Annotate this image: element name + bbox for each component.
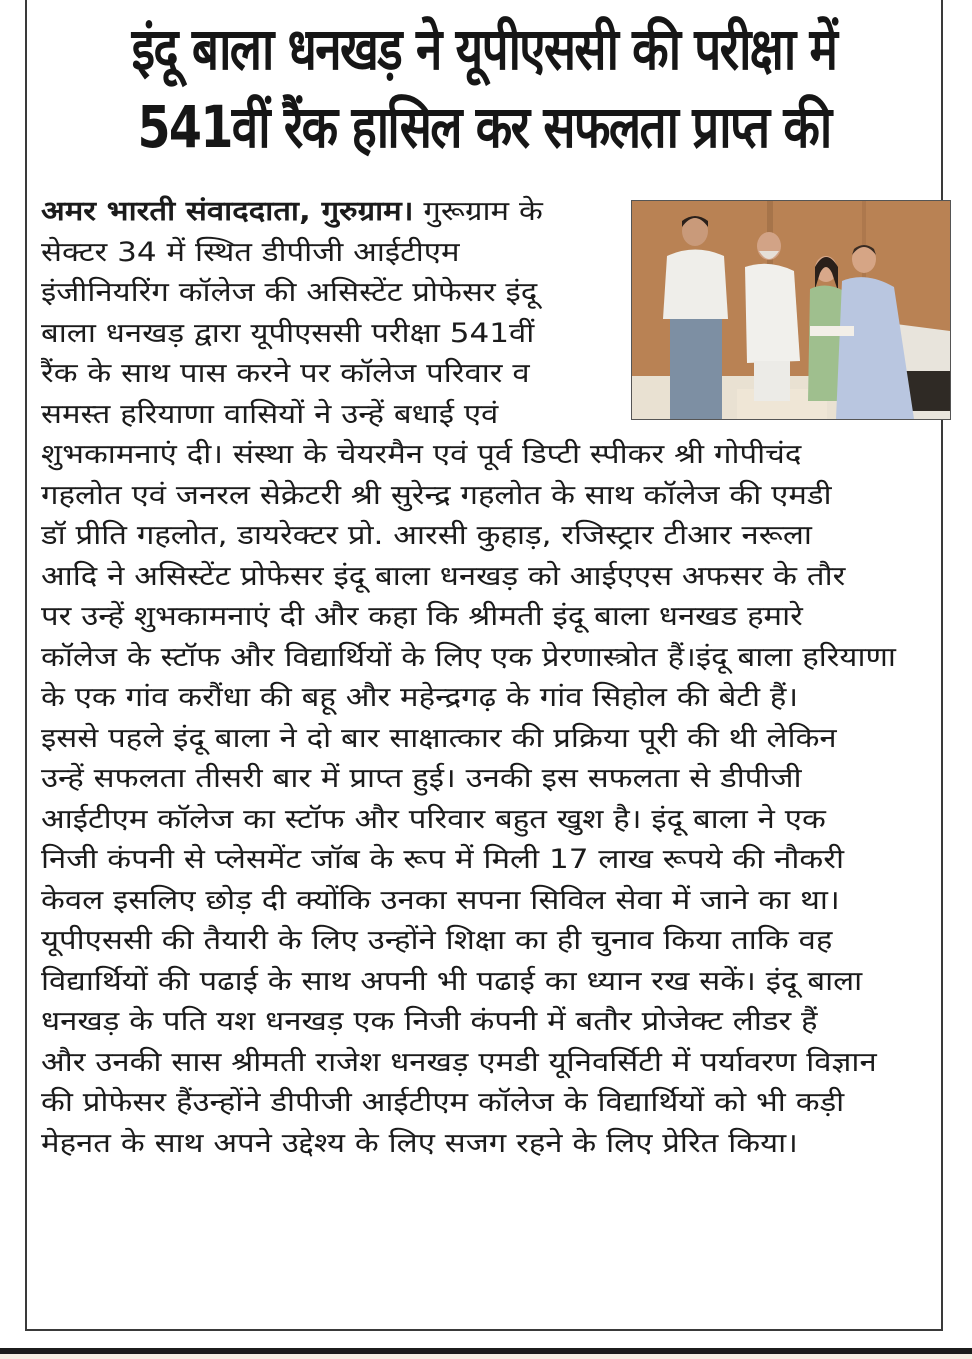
person-2-kurta: [745, 264, 800, 363]
person-1-shirt: [663, 250, 728, 320]
body-line: उन्हें सफलता तीसरी बार में प्राप्त हुई। उनकी इस सफलता से डीपीजी: [41, 763, 802, 794]
body-line: निजी कंपनी से प्लेसमेंट जॉब के रूप में मिली 17 लाख रूपये की नौकरी: [41, 844, 845, 875]
intro-line: समस्त हरियाणा वासियों ने उन्हें बधाई एवं: [41, 398, 499, 430]
body-line: के एक गांव करौंधा की बहू और महेन्द्रगढ़ के गांव सिहोल की बेटी हैं।: [41, 682, 799, 713]
article-body: [41, 192, 929, 1164]
intro-text: गुरूग्राम के: [413, 196, 543, 227]
body-line: आदि ने असिस्टेंट प्रोफेसर इंदू बाला धनखड़ को आईएएस अफसर के तौर: [41, 560, 846, 592]
intro-line: इंजीनियरिंग कॉलेज की असिस्टेंट प्रोफेसर इंदू: [41, 277, 538, 308]
dateline: अमर भारती संवाददाता, गुरुग्राम।: [41, 196, 414, 227]
body-line: गहलोत एवं जनरल सेक्रेटरी श्री सुरेन्द्र गहलोत के साथ कॉलेज की एमडी: [41, 479, 832, 511]
person-1-jeans: [670, 319, 722, 419]
body-line: इससे पहले इंदू बाला ने दो बार साक्षात्कार की प्रक्रिया पूरी की थी लेकिन: [41, 722, 837, 754]
body-line: विद्यार्थियों की पढाई के साथ अपनी भी पढाई का ध्यान रख सकें। इंदू बाला: [41, 965, 863, 997]
intro-line: रैंक के साथ पास करने पर कॉलेज परिवार व: [41, 358, 530, 389]
body-line: धनखड़ के पति यश धनखड़ एक निजी कंपनी में बतौर प्रोजेक्ट लीडर हैं: [41, 1006, 818, 1037]
body-line: मेहनत के साथ अपने उद्देश्य के लिए सजग रहने के लिए प्रेरित किया।: [41, 1127, 798, 1159]
headline-line-1: इंदू बाला धनखड़ ने यूपीएससी की परीक्षा में: [131, 15, 837, 83]
person-2-pyjama: [754, 361, 790, 401]
intro-line: बाला धनखड़ द्वारा यूपीएससी परीक्षा 541वीं: [41, 317, 535, 349]
headline: [109, 10, 858, 166]
news-clipping-frame: [25, 0, 943, 1331]
body-line: आईटीएम कॉलेज का स्टॉफ और परिवार बहुत खुश है। इंदू बाला ने एक: [41, 803, 826, 835]
intro-line: सेक्टर 34 में स्थित डीपीजी आईटीएम: [41, 236, 460, 268]
body-line: और उनकी सास श्रीमती राजेश धनखड़ एमडी यूनिवर्सिटी में पर्यावरण विज्ञान: [41, 1046, 877, 1078]
intro-line: [41, 192, 613, 233]
body-line: डॉ प्रीति गहलोत, डायरेक्टर प्रो. आरसी कुहाड़, रजिस्ट्रार टीआर नरूला: [41, 520, 812, 551]
news-photo-group-icon: [632, 201, 950, 419]
body-line: यूपीएससी की तैयारी के लिए उन्होंने शिक्षा का ही चुनाव किया ताकि वह: [41, 925, 833, 956]
full-width-text: [41, 435, 929, 1164]
headline-line-2: 541वीं रैंक हासिल कर सफलता प्राप्त की: [137, 93, 831, 161]
news-photo: [631, 200, 951, 420]
body-line: कॉलेज के स्टॉफ और विद्यार्थियों के लिए एक प्रेरणास्त्रोत हैं।इंदू बाला हरियाणा: [41, 641, 896, 673]
intro-column: [41, 192, 613, 435]
body-line: शुभकामनाएं दी। संस्था के चेयरमैन एवं पूर्व डिप्टी स्पीकर श्री गोपीचंद: [41, 439, 802, 470]
bottom-strip: [0, 1354, 972, 1359]
body-line: की प्रोफेसर हैंउन्होंने डीपीजी आईटीएम कॉलेज के विद्यार्थियों को भी कड़ी: [41, 1087, 845, 1118]
body-line: पर उन्हें शुभकामनाएं दी और कहा कि श्रीमती इंदू बाला धनखड हमारे: [41, 601, 803, 632]
photo-gift-box: [810, 326, 854, 336]
body-line: केवल इसलिए छोड़ दी क्योंकि उनका सपना सिविल सेवा में जाने का था।: [41, 884, 840, 916]
